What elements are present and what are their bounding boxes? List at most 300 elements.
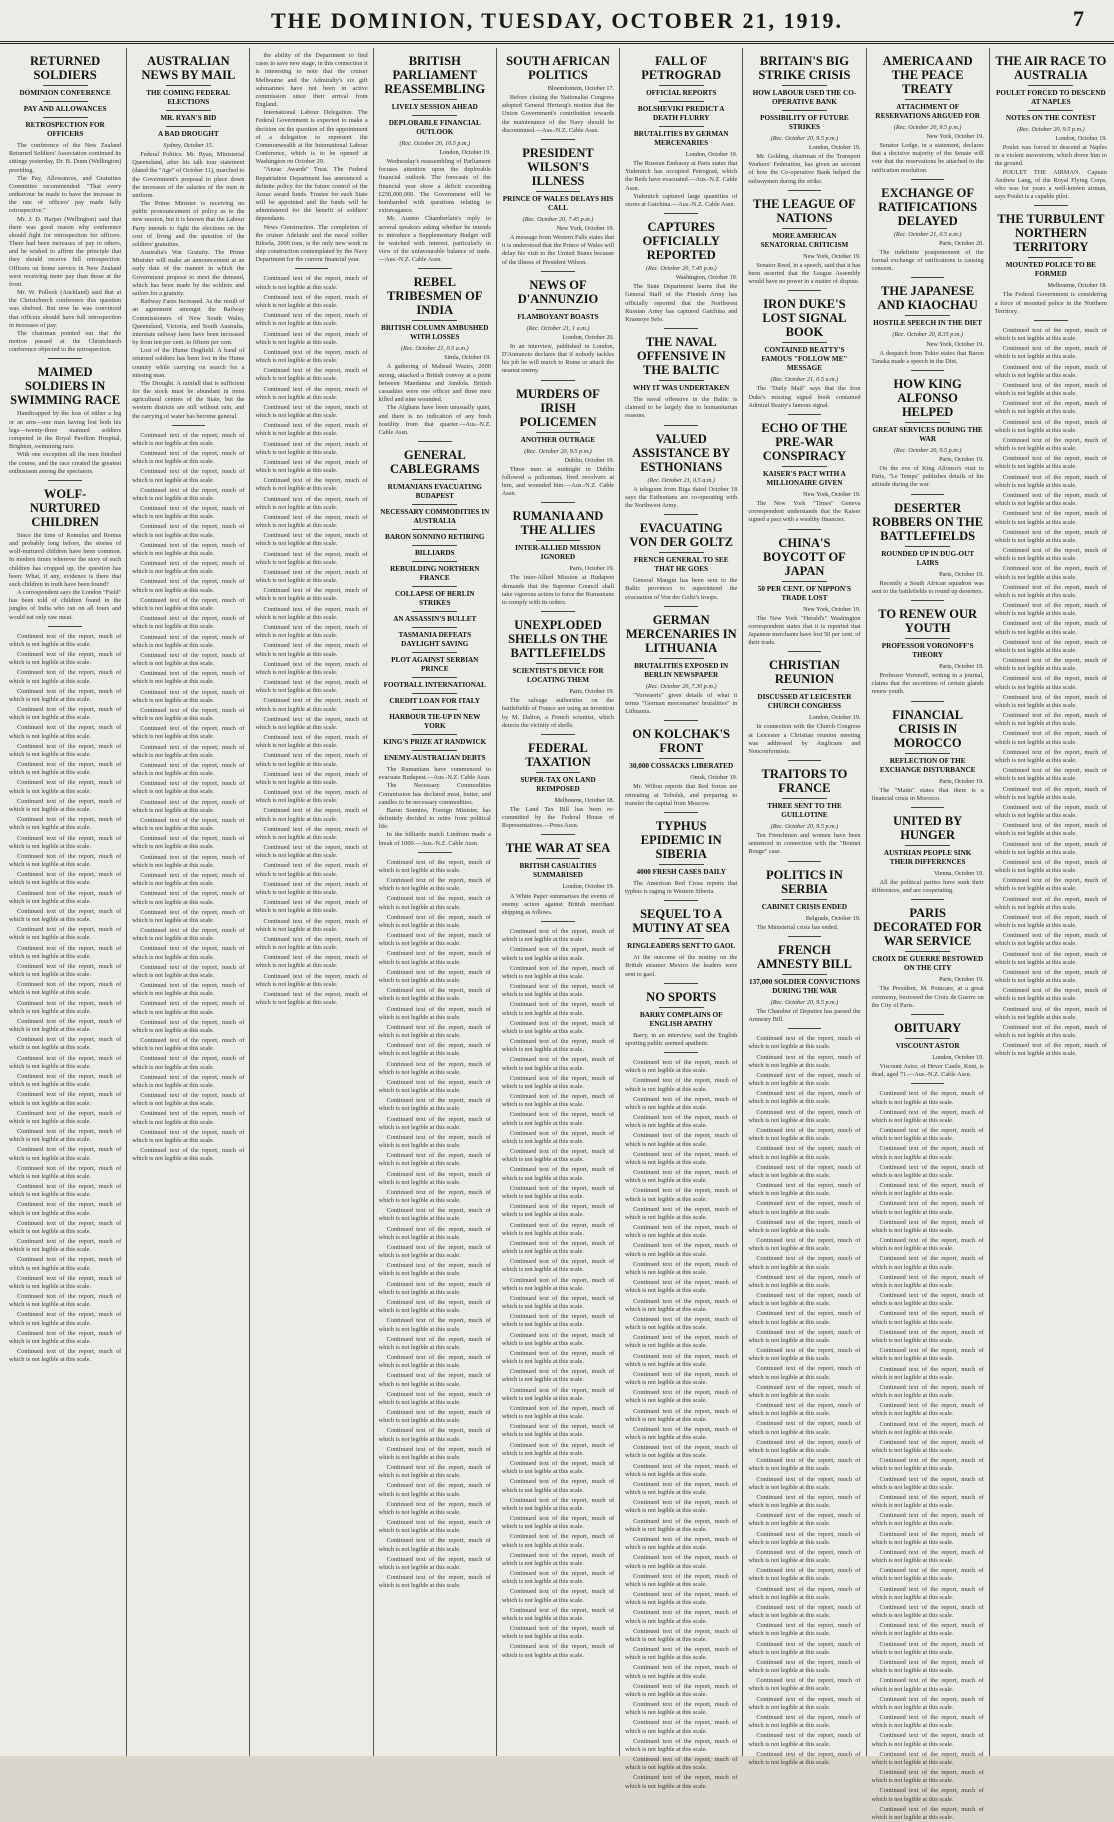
article-subheading: FRENCH GENERAL TO SEE THAT HE GOES <box>633 556 729 574</box>
continuation-paragraph: Continued text of the report, much of which is not legible at this scale. <box>255 642 368 658</box>
continuation-paragraph: Continued text of the report, much of which is not legible at this scale. <box>255 605 368 621</box>
article <box>872 814 984 900</box>
continuation-paragraph: Continued text of the report, much of which is not legible at this scale. <box>378 877 491 893</box>
article-subheading: POSSIBILITY OF FUTURE STRIKES <box>760 114 849 131</box>
divider-rule <box>412 529 457 530</box>
article-paragraph: The Drought. A rainfall that is sufficient for the stock must be abundant in most agricultural centres of the State, but the western districts are still without rain, and the carrying of water has become general. <box>132 379 245 420</box>
continuation-paragraph: Continued text of the report, much of which is not legible at this scale. <box>501 1258 615 1274</box>
article-paragraph: The American Red Cross reports that typhus is raging in Western Siberia. <box>625 879 738 896</box>
article-paragraph: The Russian Embassy at Paris states that Yudenitch has occupied Petrograd, which the Reds have evacuated.—Aus.-N.Z. Cable Assn. <box>625 160 738 192</box>
continuation-paragraph: Continued text of the report, much of which is not legible at this scale. <box>132 670 245 686</box>
column-4 <box>374 48 497 1756</box>
continuation-paragraph: Continued text of the report, much of which is not legible at this scale. <box>871 1237 984 1253</box>
continuation-paragraph: Continued text of the report, much of which is not legible at this scale. <box>994 877 1107 893</box>
continuation-paragraph: Continued text of the report, much of which is not legible at this scale. <box>871 1127 984 1143</box>
article-headline: IRON DUKE'S LOST SIGNAL BOOK <box>762 297 847 340</box>
article <box>379 448 491 853</box>
divider-rule <box>788 190 822 191</box>
article-headline: REBEL TRIBESMEN OF INDIA <box>387 275 483 318</box>
continuation-paragraph: Continued text of the report, much of which is not legible at this scale. <box>625 1701 738 1717</box>
continuation-paragraph: Continued text of the report, much of which is not legible at this scale. <box>994 895 1107 911</box>
article <box>625 432 737 516</box>
article-subheading: BRUTALITIES BY GERMAN MERCENARIES <box>633 130 729 147</box>
continuation-paragraph: Continued text of the report, much of which is not legible at this scale. <box>501 928 615 944</box>
article-paragraph: The salvage authorities on the battlefields of France are using an invention by M. Dalton, a French scientist, which detects the vicinity of shells. <box>501 697 615 729</box>
continuation-paragraph: Continued text of the report, much of which is not legible at this scale. <box>871 1640 984 1656</box>
continuation-paragraph: Continued text of the report, much of which is not legible at this scale. <box>625 1646 738 1662</box>
continuation-paragraph: Continued text of the report, much of which is not legible at this scale. <box>132 761 245 778</box>
continuation-paragraph: Continued text of the report, much of which is not legible at this scale. <box>748 1603 861 1620</box>
continuation-paragraph: Continued text of the report, much of which is not legible at this scale. <box>132 853 245 869</box>
continuation-paragraph: Continued text of the report, much of which is not legible at this scale. <box>132 578 245 594</box>
article-headline: CAPTURES OFFICIALLY REPORTED <box>642 220 720 263</box>
article-headline: AUSTRALIAN NEWS BY MAIL <box>141 54 236 82</box>
continuation-paragraph: Continued text of the report, much of which is not legible at this scale. <box>378 1482 491 1498</box>
divider-rule <box>788 1028 822 1029</box>
continuation-paragraph: Continued text of the report, much of which is not legible at this scale. <box>255 330 368 346</box>
continuation-paragraph: Continued text of the report, much of which is not legible at this scale. <box>871 1677 984 1693</box>
article-subheading: DEPLORABLE FINANCIAL OUTLOOK <box>388 119 481 136</box>
article-subheading: KING'S PRIZE AT RANDWICK <box>383 738 487 747</box>
article-subheading: BOLSHEVIKI PREDICT A DEATH FLURRY <box>637 105 725 122</box>
divider-rule <box>536 663 581 664</box>
article-paragraph: Lost of the Hume Dogfield. A band of returned soldiers has been lost in the Hume country while carrying on search for a missing man. <box>132 347 245 379</box>
article-headline: BRITISH PARLIAMENT REASSEMBLING <box>384 54 486 96</box>
article-subheading: KAISER'S PACT WITH A MILLIONAIRE GIVEN <box>762 469 846 487</box>
continuation-paragraph: Continued text of the report, much of which is not legible at this scale. <box>378 1133 491 1150</box>
continuation-paragraph: Continued text of the report, much of which is not legible at this scale. <box>994 858 1107 875</box>
continuation-paragraph: Continued text of the report, much of which is not legible at this scale. <box>625 1260 738 1276</box>
continuation-paragraph: Continued text of the report, much of which is not legible at this scale. <box>871 1714 984 1730</box>
continuation-paragraph: Continued text of the report, much of which is not legible at this scale. <box>871 1310 984 1326</box>
continuation-paragraph: Continued text of the report, much of which is not legible at this scale. <box>871 1567 984 1583</box>
continuation-paragraph: Continued text of the report, much of which is not legible at this scale. <box>9 1128 122 1144</box>
article <box>748 658 860 761</box>
article-paragraph: Mr. Austen Chamberlain's reply to several speakers asking whether he intends to introduce a Supplementary Budget will be watched with interest, particularly in view of the unfavourable balance of trade.—Aus.-N.Z. Cable Assn. <box>378 215 491 264</box>
column-7 <box>743 48 866 1766</box>
article-subheading: THE COMING FEDERAL ELECTIONS <box>146 89 231 106</box>
article-subheading: GREAT SERVICES DURING THE WAR <box>872 425 983 443</box>
continuation-paragraph: Continued text of the report, much of which is not legible at this scale. <box>748 1438 861 1454</box>
continuation-paragraph: Continued text of the report, much of which is not legible at this scale. <box>9 834 122 850</box>
continuation-paragraph: Continued text of the report, much of which is not legible at this scale. <box>871 1695 984 1711</box>
divider-rule <box>541 380 575 381</box>
continuation-paragraph: Continued text of the report, much of which is not legible at this scale. <box>871 1255 984 1271</box>
continuation-paragraph: Continued text of the report, much of which is not legible at this scale. <box>378 1519 491 1535</box>
continuation-paragraph: Continued text of the report, much of which is not legible at this scale. <box>625 1334 738 1350</box>
continuation-paragraph: Continued text of the report, much of which is not legible at this scale. <box>378 968 491 984</box>
continuation-paragraph: Continued text of the report, much of which is not legible at this scale. <box>132 982 245 998</box>
continuation-paragraph: Continued text of the report, much of which is not legible at this scale. <box>625 1462 738 1478</box>
continuation-paragraph: Continued text of the report, much of which is not legible at this scale. <box>748 1383 861 1399</box>
article-paragraph: In connection with the Church Congress at Leicester a Christian reunion meeting was addressed by Anglicans and Nonconformists. <box>748 723 861 755</box>
continuation-paragraph: Continued text of the report, much of which is not legible at this scale. <box>748 1347 861 1363</box>
divider-rule <box>782 85 827 86</box>
continuation-paragraph: Continued text of the report, much of which is not legible at this scale. <box>501 1588 615 1604</box>
continuation-paragraph: Continued text of the report, much of which is not legible at this scale. <box>871 1090 984 1106</box>
continuation-paragraph: Continued text of the report, much of which is not legible at this scale. <box>132 816 245 833</box>
continuation-paragraph: Continued text of the report, much of which is not legible at this scale. <box>255 532 368 548</box>
article-subheading: OFFICIAL REPORTS <box>646 89 717 97</box>
article-headline: EVACUATING VON DER GOLTZ <box>629 521 733 550</box>
article-paragraph: Barry, in an interview, said the English sporting public seemed apathetic. <box>625 1031 738 1047</box>
continuation-paragraph: Continued text of the report, much of which is not legible at this scale. <box>378 1299 491 1315</box>
continuation-paragraph: Continued text of the report, much of which is not legible at this scale. <box>132 798 245 814</box>
continuation-paragraph: Continued text of the report, much of which is not legible at this scale. <box>132 468 245 484</box>
article-paragraph: The President, M. Poincare, at a great ceremony, bestowed the Croix de Guerre on the City of Paris. <box>871 985 984 1009</box>
continuation-paragraph: Continued text of the report, much of which is not legible at this scale. <box>748 1071 861 1088</box>
continuation-paragraph: Continued text of the report, much of which is not legible at this scale. <box>871 1438 984 1455</box>
continuation-paragraph: Continued text of the report, much of which is not legible at this scale. <box>9 1109 122 1125</box>
continuation-paragraph: Continued text of the report, much of which is not legible at this scale. <box>501 1148 615 1164</box>
divider-rule <box>905 951 950 952</box>
continuation-paragraph: Continued text of the report, much of which is not legible at this scale. <box>625 1279 738 1295</box>
divider-rule <box>418 268 452 269</box>
divider-rule <box>905 638 950 639</box>
masthead <box>0 0 1114 44</box>
continuation-paragraph: Continued text of the report, much of which is not legible at this scale. <box>994 547 1107 563</box>
article-place-date: Vienna, October 19. <box>933 869 984 877</box>
article-subheading: VISCOUNT ASTOR <box>895 1041 960 1050</box>
continuation-paragraph: Continued text of the report, much of which is not legible at this scale. <box>501 1570 615 1586</box>
continuation-paragraph: Continued text of the report, much of which is not legible at this scale. <box>255 348 368 365</box>
article-paragraph: Recently a South African squadron was sent to the battlefields to round up deserters. <box>871 579 984 595</box>
article-paragraph: The "Matin" states that there is a financial crisis in Morocco. <box>871 786 984 802</box>
continuation-paragraph: Continued text of the report, much of which is not legible at this scale. <box>501 1001 615 1017</box>
continuation-paragraph: Continued text of the report, much of which is not legible at this scale. <box>994 620 1107 636</box>
divider-rule <box>536 540 581 541</box>
article-place-date: London, October 19. <box>808 144 861 152</box>
article-place-date: New York, October 19. <box>926 340 984 348</box>
article-paragraph: "Anzac Awards" Trust. The Federal Repatriation Department has announced a definite policy for the future control of the Anzac award funds. Trustee for each State will be appointed and the funds will be administered for the benefit of soldiers' dependants. <box>255 166 368 223</box>
article <box>872 1021 984 1084</box>
article-paragraph: Mr. J. D. Harper (Wellington) said that there was good reason why conference should fight for retrospection for officers. There had been increases of pay to others, and he wished to affirm the principle that they should receive full retrospection. Officers on home service in New Zealand were receiving more pay than those at the front. <box>9 215 122 288</box>
article-paragraph: Australia's War Gratuity. The Prime Minister will make an announcement at an early date of the manner in which the Government propose to meet the demand, which has been made by the soldiers and sailors for a gratuity. <box>132 249 245 297</box>
article-paragraph: A telegram from Riga dated October 18 says the Esthonians are co-operating with the Northwest Army. <box>625 485 738 509</box>
masthead-title: THE DOMINION, TUESDAY, OCTOBER 21, 1919. <box>270 8 844 33</box>
article-subheading: MR. RYAN'S BID <box>160 114 217 122</box>
article-dateline: (Rec. October 20, 9.5 p.m.) <box>893 124 962 131</box>
continuation-paragraph: Continued text of the report, much of which is not legible at this scale. <box>871 1603 984 1620</box>
continuation-paragraph: Continued text of the report, much of which is not legible at this scale. <box>132 780 245 796</box>
continuation-paragraph: Continued text of the report, much of which is not legible at this scale. <box>748 1126 861 1143</box>
continuation-paragraph: Continued text of the report, much of which is not legible at this scale. <box>994 492 1107 508</box>
continuation-paragraph: Continued text of the report, much of which is not legible at this scale. <box>501 1533 615 1549</box>
article-paragraph: General Mangin has been sent to the Baltic provinces to superintend the evacuation of Von der Goltz's troops. <box>625 577 738 601</box>
divider-rule <box>48 358 82 359</box>
continuation-paragraph: Continued text of the report, much of which is not legible at this scale. <box>9 1017 122 1034</box>
continuation-paragraph: Continued text of the report, much of which is not legible at this scale. <box>132 927 245 943</box>
continuation-paragraph: Continued text of the report, much of which is not legible at this scale. <box>255 312 368 328</box>
divider-rule <box>412 115 457 116</box>
continuation-paragraph: Continued text of the report, much of which is not legible at this scale. <box>748 1108 861 1124</box>
article-subheading: HOW LABOUR USED THE CO-OPERATIVE BANK <box>752 89 857 106</box>
article-headline: POLITICS IN SERBIA <box>766 867 843 896</box>
article-subheading: ROUNDED UP IN DUG-OUT LAIRS <box>881 549 975 567</box>
article-paragraph: The Federal Government is considering a force of mounted police in the Northern Territory. <box>994 291 1107 315</box>
continuation-paragraph: Continued text of the report, much of which is not legible at this scale. <box>871 1163 984 1179</box>
divider-rule <box>905 753 950 754</box>
article-subheading: 50 PER CENT. OF NIPPON'S TRADE LOST <box>757 584 852 602</box>
continuation-paragraph: Continued text of the report, much of which is not legible at this scale. <box>625 1737 738 1753</box>
article-headline: WOLF-NURTURED CHILDREN <box>29 486 101 529</box>
continuation-paragraph: Continued text of the report, much of which is not legible at this scale. <box>871 1108 984 1124</box>
article-paragraph: Three men at midnight in Dublin followed a policeman, fired revolvers at him, and wounded him.—Aus.-N.Z. Cable Assn. <box>501 465 615 498</box>
divider-rule <box>295 268 329 269</box>
divider-rule <box>166 126 211 127</box>
continuation-paragraph: Continued text of the report, much of which is not legible at this scale. <box>501 1239 615 1256</box>
continuation-paragraph: Continued text of the report, much of which is not legible at this scale. <box>378 987 491 1003</box>
continuation-paragraph: Continued text of the report, much of which is not legible at this scale. <box>132 541 245 557</box>
continuation-paragraph: Continued text of the report, much of which is not legible at this scale. <box>994 381 1107 398</box>
continuation-paragraph: Continued text of the report, much of which is not legible at this scale. <box>255 660 368 676</box>
continuation-paragraph: Continued text of the report, much of which is not legible at this scale. <box>625 1187 738 1203</box>
continuation-paragraph: Continued text of the report, much of which is not legible at this scale. <box>748 1145 861 1161</box>
divider-rule <box>659 938 704 939</box>
article-paragraph: The naval offensive in the Baltic is claimed to be largely due to humanitarian reasons. <box>625 396 738 420</box>
article-subheading: MORE AMERICAN SENATORIAL CRITICISM <box>760 231 849 249</box>
continuation-paragraph: Continued text of the report, much of which is not legible at this scale. <box>501 1166 615 1182</box>
continuation-paragraph: Continued text of the report, much of which is not legible at this scale. <box>625 1572 738 1588</box>
continuation-paragraph: Continued text of the report, much of which is not legible at this scale. <box>871 1750 984 1766</box>
article-place-date: Paris, October 19. <box>939 777 984 785</box>
continuation-paragraph: Continued text of the report, much of which is not legible at this scale. <box>871 1365 984 1381</box>
article-dateline: Sydney, October 15. <box>163 142 214 149</box>
article-dateline: (Rec. October 21, 0.5 a.m.) <box>893 230 962 238</box>
article-paragraph: The "Daily Mail" says that the Iron Duke's missing signal book contained Admiral Beatty's famous signal. <box>748 385 861 409</box>
article <box>748 943 860 1029</box>
divider-rule <box>659 126 704 127</box>
divider-rule <box>782 974 827 975</box>
article-dateline: (Rec. October 20, 9.5 p.m.) <box>1017 126 1085 133</box>
article-headline: TRAITORS TO FRANCE <box>761 767 848 796</box>
article-headline: UNEXPLODED SHELLS ON THE BATTLEFIELDS <box>508 618 608 661</box>
divider-rule <box>418 852 452 853</box>
continuation-paragraph: Continued text of the report, much of which is not legible at this scale. <box>378 1335 491 1351</box>
article-headline: GERMAN MERCENARIES IN LITHUANIA <box>625 612 737 655</box>
article-headline: RETURNED SOLDIERS <box>30 54 101 82</box>
continuation-paragraph: Continued text of the report, much of which is not legible at this scale. <box>378 1500 491 1516</box>
article-subheading: BARRY COMPLAINS OF ENGLISH APATHY <box>639 1010 723 1028</box>
continuation-paragraph: Continued text of the report, much of which is not legible at this scale. <box>9 889 122 905</box>
article-paragraph: A gathering of Mahsud Wazirs, 2000 strong, attacked a British convoy at a point between Mandanna and Jandola. British casualties were one officer and three men killed and nine wounded. <box>378 363 491 404</box>
article-paragraph: Professor Voronoff, writing in a journal, claims that the secretions of certain glands renew youth. <box>871 672 984 696</box>
continuation-paragraph: Continued text of the report, much of which is not legible at this scale. <box>132 1000 245 1016</box>
article-paragraph: At the outcome of the mutiny on the British steamer Mexico the leaders were sent to gaol. <box>625 954 738 978</box>
column-continuation <box>379 859 491 1591</box>
continuation-paragraph: Continued text of the report, much of which is not legible at this scale. <box>625 1150 738 1166</box>
divider-rule <box>659 101 704 102</box>
continuation-paragraph: Continued text of the report, much of which is not legible at this scale. <box>132 945 245 961</box>
continuation-paragraph: Continued text of the report, much of which is not legible at this scale. <box>378 1042 491 1058</box>
continuation-paragraph: Continued text of the report, much of which is not legible at this scale. <box>994 803 1107 820</box>
continuation-paragraph: Continued text of the report, much of which is not legible at this scale. <box>994 455 1107 471</box>
continuation-paragraph: Continued text of the report, much of which is not legible at this scale. <box>255 734 368 750</box>
continuation-paragraph: Continued text of the report, much of which is not legible at this scale. <box>871 1292 984 1308</box>
article-dateline: (Rec. October 20, 9.5 p.m.) <box>770 823 839 831</box>
article-paragraph: A despatch from Tokio states that Baron Tanaka made a speech in the Diet. <box>871 349 984 365</box>
continuation-paragraph: Continued text of the report, much of which is not legible at this scale. <box>625 1370 738 1387</box>
continuation-paragraph: Continued text of the report, much of which is not legible at this scale. <box>132 505 245 521</box>
divider-rule <box>659 658 704 659</box>
continuation-paragraph: Continued text of the report, much of which is not legible at this scale. <box>501 1184 615 1200</box>
continuation-paragraph: Continued text of the report, much of which is not legible at this scale. <box>378 1464 491 1480</box>
continuation-paragraph: Continued text of the report, much of which is not legible at this scale. <box>871 1402 984 1418</box>
continuation-paragraph: Continued text of the report, much of which is not legible at this scale. <box>625 1774 738 1790</box>
continuation-paragraph: Continued text of the report, much of which is not legible at this scale. <box>378 1152 491 1168</box>
column-5 <box>497 48 620 1756</box>
continuation-paragraph: Continued text of the report, much of which is not legible at this scale. <box>501 1111 615 1127</box>
continuation-paragraph: Continued text of the report, much of which is not legible at this scale. <box>132 596 245 612</box>
article-place-date: Omsk, October 19. <box>690 774 738 782</box>
article <box>379 275 491 442</box>
continuation-paragraph: Continued text of the report, much of which is not legible at this scale. <box>255 385 368 401</box>
continuation-paragraph: Continued text of the report, much of which is not legible at this scale. <box>994 675 1107 691</box>
continuation-paragraph: Continued text of the report, much of which is not legible at this scale. <box>132 523 245 539</box>
divider-rule <box>788 760 822 761</box>
continuation-paragraph: Continued text of the report, much of which is not legible at this scale. <box>994 436 1107 453</box>
continuation-paragraph: Continued text of the report, much of which is not legible at this scale. <box>9 1146 122 1162</box>
divider-rule <box>541 734 575 735</box>
divider-rule <box>1028 85 1073 86</box>
article-subheading: CABINET CRISIS ENDED <box>761 902 848 911</box>
article <box>872 708 984 808</box>
continuation-paragraph: Continued text of the report, much of which is not legible at this scale. <box>625 1059 738 1075</box>
column-9 <box>990 48 1112 1756</box>
article-paragraph: In an interview, published in London, D'Annunzio declares that if nobody tackles his job he will march to Rome or attack the nearest enemy. <box>501 342 615 375</box>
divider-rule <box>418 441 452 442</box>
divider-rule <box>788 861 822 862</box>
continuation-paragraph: Continued text of the report, much of which is not legible at this scale. <box>9 687 122 703</box>
continuation-paragraph: Continued text of the report, much of which is not legible at this scale. <box>255 825 368 841</box>
article-subheading: SCIENTIST'S DEVICE FOR LOCATING THEM <box>512 667 604 685</box>
continuation-paragraph: Continued text of the report, much of which is not legible at this scale. <box>625 1719 738 1735</box>
continuation-paragraph: Continued text of the report, much of which is not legible at this scale. <box>748 1182 861 1198</box>
article-subheading: HARBOUR TIE-UP IN NEW YORK <box>389 713 481 731</box>
continuation-paragraph: Continued text of the report, much of which is not legible at this scale. <box>132 1073 245 1089</box>
column-continuation <box>255 275 367 1007</box>
article-subheading: HOSTILE SPEECH IN THE DIET <box>873 319 983 328</box>
continuation-paragraph: Continued text of the report, much of which is not legible at this scale. <box>378 950 491 966</box>
continuation-paragraph: Continued text of the report, much of which is not legible at this scale. <box>625 1242 738 1258</box>
article-headline: FRENCH AMNESTY BILL <box>756 942 852 971</box>
continuation-paragraph: Continued text of the report, much of which is not legible at this scale. <box>501 1221 615 1237</box>
continuation-paragraph: Continued text of the report, much of which is not legible at this scale. <box>255 550 368 566</box>
continuation-paragraph: Continued text of the report, much of which is not legible at this scale. <box>748 1548 861 1565</box>
continuation-paragraph: Continued text of the report, much of which is not legible at this scale. <box>132 871 245 888</box>
article-headline: PARIS DECORATED FOR WAR SERVICE <box>873 906 982 949</box>
continuation-paragraph: Continued text of the report, much of which is not legible at this scale. <box>501 1056 615 1072</box>
article-paragraph: Poulet was forced to descend at Naples in a violent snowstorm, which drove him to the ground. <box>994 144 1107 168</box>
continuation-paragraph: Continued text of the report, much of which is not legible at this scale. <box>994 565 1107 581</box>
continuation-paragraph: Continued text of the report, much of which is not legible at this scale. <box>748 1273 861 1289</box>
divider-rule <box>782 798 827 799</box>
continuation-paragraph: Continued text of the report, much of which is not legible at this scale. <box>9 1311 122 1327</box>
continuation-paragraph: Continued text of the report, much of which is not legible at this scale. <box>994 950 1107 966</box>
continuation-paragraph: Continued text of the report, much of which is not legible at this scale. <box>871 1347 984 1363</box>
continuation-paragraph: Continued text of the report, much of which is not legible at this scale. <box>994 583 1107 599</box>
article-paragraph: POULET THE AIRMAN. Captain Andrew Lang, of the Royal Flying Corps, who was for years a well-known airman, says Poulet is a capable pilot. <box>994 168 1107 201</box>
divider-rule <box>911 277 945 278</box>
article-headline: CHINA'S BOYCOTT OF JAPAN <box>763 535 846 578</box>
divider-rule <box>782 899 827 900</box>
article-dateline: (Rec. October 20, 9.5 p.m.) <box>893 446 962 454</box>
divider-rule <box>412 320 457 321</box>
article-paragraph: Baron Sonnino, Foreign Minister, has definitely decided to retire from political life. <box>378 806 491 831</box>
article-headline: ON KOLCHAK'S FRONT <box>632 727 730 756</box>
article-paragraph: The conference of the New Zealand Returned Soldiers' Association continued its sittings yesterday, Dr. B. Dunn (Wellington) presiding. <box>9 142 122 174</box>
article-dateline: (Rec. October 20, 7.30 p.m.) <box>645 682 717 690</box>
article <box>995 54 1107 206</box>
continuation-paragraph: Continued text of the report, much of which is not legible at this scale. <box>625 1499 738 1515</box>
column-3 <box>250 48 373 1756</box>
article-headline: THE LEAGUE OF NATIONS <box>753 196 856 225</box>
continuation-paragraph: Continued text of the report, much of which is not legible at this scale. <box>378 1060 491 1076</box>
article-subheading: SUPER-TAX ON LAND REIMPOSED <box>520 775 596 793</box>
divider-rule <box>905 546 950 547</box>
continuation-paragraph: Continued text of the report, much of which is not legible at this scale. <box>625 1535 738 1552</box>
article-paragraph: The New York "Times" Geneva correspondent understands that the Kaiser signed a pact with a wealthy financier. <box>748 500 861 524</box>
article-paragraph: Wednesday's reassembling of Parliament focuses attention upon the deplorable financial outlook. The forecasts of the financial year show a deficit exceeding £250,000,000. The Government will be bombarded with questions relating to extravagance. <box>378 158 491 215</box>
continuation-paragraph: Continued text of the report, much of which is not legible at this scale. <box>871 1218 984 1234</box>
continuation-paragraph: Continued text of the report, much of which is not legible at this scale. <box>994 1005 1107 1021</box>
article-dateline: (Rec. October 20, 8.35 p.m.) <box>892 331 963 339</box>
article <box>132 54 244 426</box>
continuation-paragraph: Continued text of the report, much of which is not legible at this scale. <box>871 1622 984 1638</box>
continuation-paragraph: Continued text of the report, much of which is not legible at this scale. <box>994 932 1107 948</box>
continuation-paragraph: Continued text of the report, much of which is not legible at this scale. <box>132 743 245 759</box>
continuation-paragraph: Continued text of the report, much of which is not legible at this scale. <box>871 1493 984 1510</box>
article <box>872 906 984 1015</box>
article-place-date: London, October 19. <box>562 883 615 891</box>
article-subheading: PAY AND ALLOWANCES <box>23 105 107 113</box>
divider-rule <box>782 466 827 467</box>
divider-rule <box>911 1083 945 1084</box>
article <box>748 54 860 191</box>
continuation-paragraph: Continued text of the report, much of which is not legible at this scale. <box>501 1074 615 1090</box>
continuation-paragraph: Continued text of the report, much of which is not legible at this scale. <box>625 1444 738 1460</box>
continuation-paragraph: Continued text of the report, much of which is not legible at this scale. <box>994 987 1107 1003</box>
continuation-paragraph: Continued text of the report, much of which is not legible at this scale. <box>994 657 1107 673</box>
article <box>872 54 984 180</box>
continuation-paragraph: Continued text of the report, much of which is not legible at this scale. <box>132 908 245 924</box>
continuation-paragraph: Continued text of the report, much of which is not legible at this scale. <box>625 1407 738 1423</box>
divider-rule <box>412 734 457 735</box>
continuation-paragraph: Continued text of the report, much of which is not legible at this scale. <box>871 1475 984 1491</box>
continuation-paragraph: Continued text of the report, much of which is not legible at this scale. <box>9 944 122 960</box>
article-place-date: Paris, October 19. <box>939 976 984 984</box>
divider-rule <box>782 581 827 582</box>
continuation-paragraph: Continued text of the report, much of which is not legible at this scale. <box>378 1427 491 1443</box>
continuation-paragraph: Continued text of the report, much of which is not legible at this scale. <box>625 1352 738 1368</box>
divider-rule <box>911 701 945 702</box>
continuation-paragraph: Continued text of the report, much of which is not legible at this scale. <box>9 1348 122 1364</box>
continuation-paragraph: Continued text of the report, much of which is not legible at this scale. <box>132 725 245 741</box>
continuation-paragraph: Continued text of the report, much of which is not legible at this scale. <box>994 968 1107 985</box>
divider-rule <box>782 342 827 343</box>
article <box>625 335 737 426</box>
continuation-paragraph: Continued text of the report, much of which is not legible at this scale. <box>625 1756 738 1772</box>
divider-rule <box>782 689 827 690</box>
continuation-paragraph: Continued text of the report, much of which is not legible at this scale. <box>748 1163 861 1179</box>
article <box>872 186 984 279</box>
continuation-paragraph: Continued text of the report, much of which is not legible at this scale. <box>994 712 1107 728</box>
divider-rule <box>659 380 704 381</box>
article-paragraph: Senator Lodge, in a statement, declares that a decisive majority of the Senate will vote that the reservations be attached to the ratification resolution. <box>871 142 984 174</box>
continuation-paragraph: Continued text of the report, much of which is not legible at this scale. <box>994 840 1107 856</box>
page-number: 7 <box>1073 6 1084 31</box>
continuation-paragraph: Continued text of the report, much of which is not legible at this scale. <box>748 1512 861 1528</box>
